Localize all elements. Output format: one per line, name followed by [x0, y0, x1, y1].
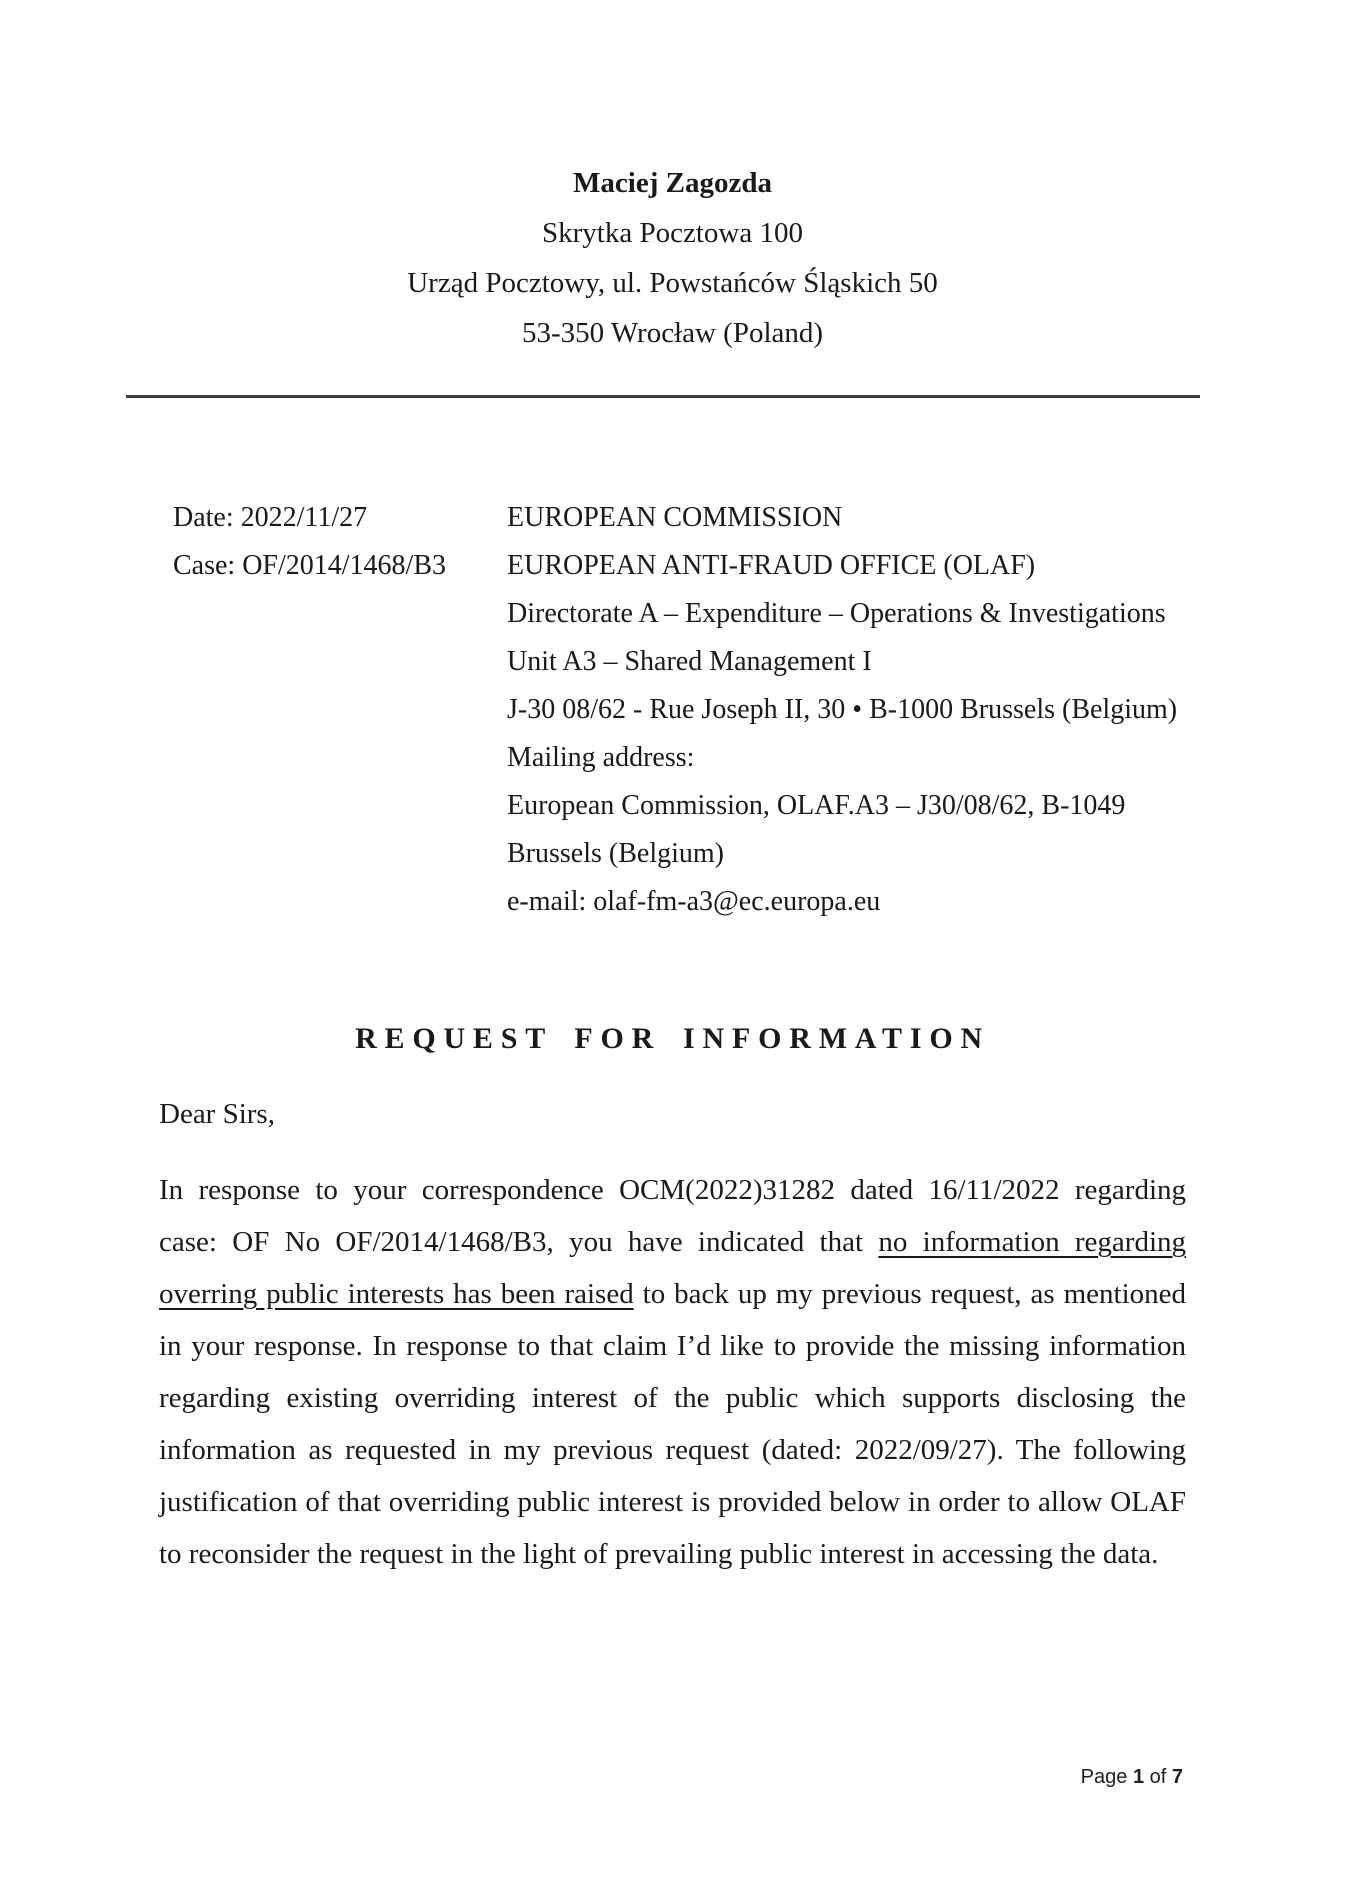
letter-title: REQUEST FOR INFORMATION — [355, 1022, 990, 1055]
recipient-line: Unit A3 – Shared Management I — [507, 646, 872, 677]
body-text-pre: In response to your correspondence OCM(2022)31282 dated 16/11/2022 regarding case: OF No OF/2014/1468/B3, you have indicated that — [159, 1174, 1186, 1258]
footer-of-word: of — [1149, 1766, 1167, 1788]
sender-name: Maciej Zagozda — [573, 167, 772, 199]
meta-case: Case: OF/2014/1468/B3 — [173, 550, 447, 581]
footer-page-word: Page — [1080, 1766, 1128, 1788]
recipient-line: Directorate A – Expenditure – Operations & Investigations — [507, 598, 1166, 629]
salutation: Dear Sirs, — [159, 1098, 275, 1130]
recipient-line: Mailing address: — [507, 742, 695, 773]
body-text-post: to back up my previous request, as mentioned in your response. In response to that claim I’d like to provide the missing information regarding existing overriding interest of the public which supports disclosing the information as requested in my previous request (dated: 2022/09/27). The following justification of that overriding public interest is provided below in order to allow OLAF to reconsider the request in the light of prevailing public interest in accessing the data. — [159, 1278, 1186, 1570]
sender-address-line: Urząd Pocztowy, ul. Powstańców Śląskich 50 — [407, 267, 938, 299]
letter-meta-section — [159, 494, 1186, 926]
meta-date: Date: 2022/11/27 — [173, 502, 368, 533]
footer-total-pages: 7 — [1171, 1766, 1183, 1788]
page-footer — [1081, 1766, 1183, 1789]
footer-page-number: 1 — [1132, 1766, 1145, 1788]
recipient-line: J-30 08/62 - Rue Joseph II, 30 • B-1000 Brussels (Belgium) — [507, 694, 1178, 725]
sender-block — [159, 158, 1186, 358]
recipient-line: European Commission, OLAF.A3 – J30/08/62, B-1049 — [507, 790, 1126, 821]
recipient-block — [507, 494, 1186, 926]
body-underlined-phrase: no information regarding overring public interests has been raised — [159, 1226, 1187, 1310]
recipient-line: EUROPEAN COMMISSION — [507, 502, 843, 533]
recipient-line: Brussels (Belgium) — [507, 838, 724, 869]
meta-block — [159, 494, 507, 926]
recipient-line: EUROPEAN ANTI-FRAUD OFFICE (OLAF) — [507, 550, 1036, 581]
divider-rule — [126, 395, 1200, 398]
sender-address-line: 53-350 Wrocław (Poland) — [521, 317, 824, 349]
sender-address-line: Skrytka Pocztowa 100 — [542, 217, 803, 249]
recipient-line: e-mail: olaf-fm-a3@ec.europa.eu — [507, 886, 881, 917]
body-paragraph — [159, 1164, 1186, 1580]
